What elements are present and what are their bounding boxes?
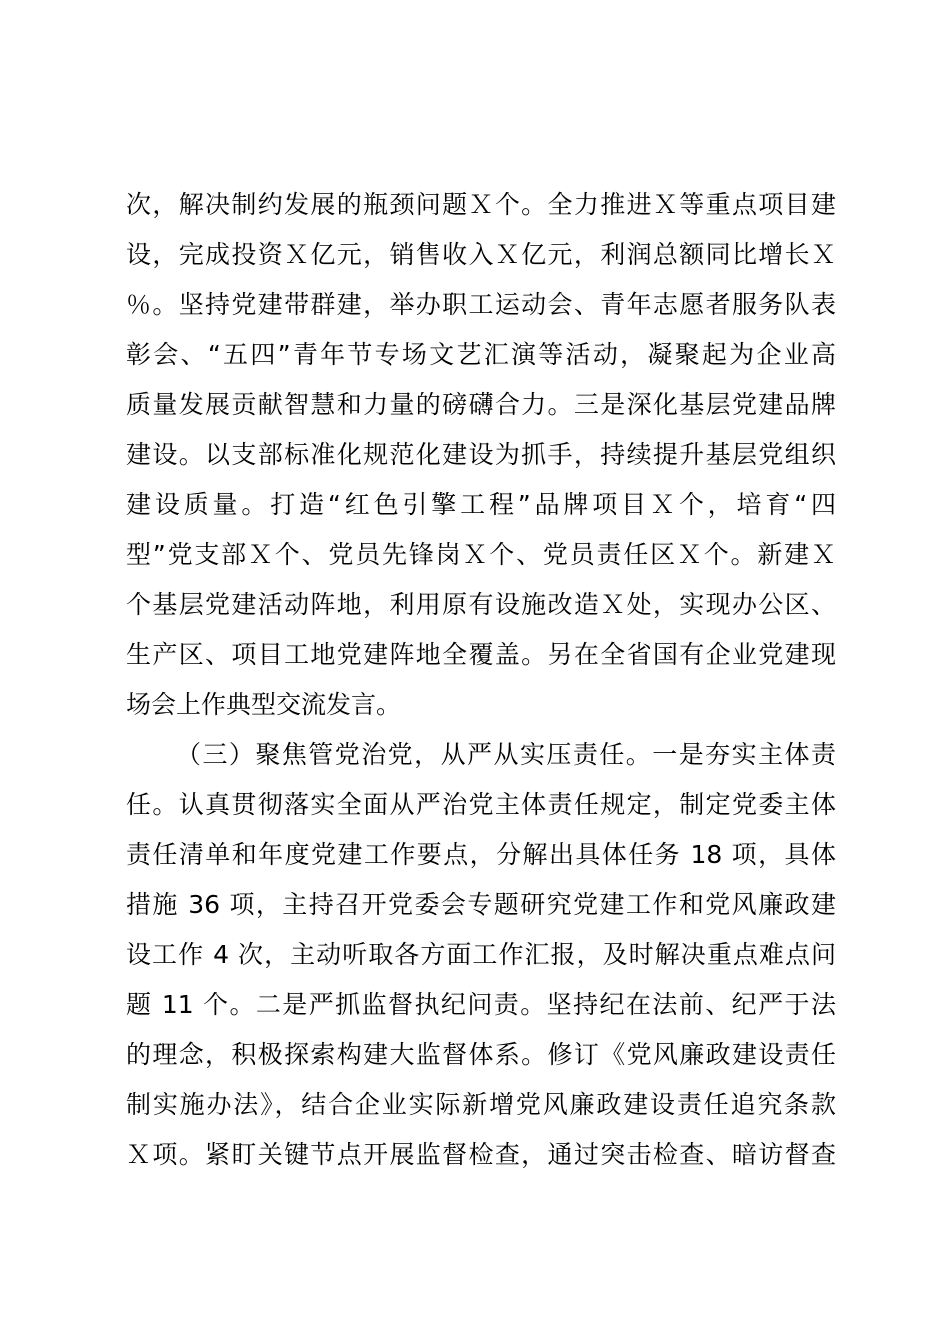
text-line-15: 措施 36 项，主持召开党委会专题研究党建工作和党风廉政建 — [126, 890, 836, 919]
text-line-6: 建设。以支部标准化规范化建设为抓手，持续提升基层党组织 — [126, 440, 836, 469]
text-line-4: 彰会、“五四”青年节专场文艺汇演等活动，凝聚起为企业高 — [126, 340, 836, 369]
text-line-19: 制实施办法》，结合企业实际新增党风廉政建设责任追究条款 — [126, 1090, 836, 1119]
text-line-7: 建设质量。打造“红色引擎工程”品牌项目Ｘ个，培育“四 — [126, 490, 836, 519]
text-line-16: 设工作 4 次，主动听取各方面工作汇报，及时解决重点难点问 — [126, 940, 836, 969]
text-line-5: 质量发展贡献智慧和力量的磅礴合力。三是深化基层党建品牌 — [126, 390, 836, 419]
text-line-18: 的理念，积极探索构建大监督体系。修订《党风廉政建设责任 — [126, 1040, 836, 1069]
text-line-8: 型”党支部Ｘ个、党员先锋岗Ｘ个、党员责任区Ｘ个。新建Ｘ — [126, 540, 836, 569]
text-line-9: 个基层党建活动阵地，利用原有设施改造Ｘ处，实现办公区、 — [126, 590, 836, 619]
text-line-13: 任。认真贯彻落实全面从严治党主体责任规定，制定党委主体 — [126, 790, 836, 819]
text-line-3: ％。坚持党建带群建，举办职工运动会、青年志愿者服务队表 — [126, 290, 836, 319]
section-heading-line: （三）聚焦管党治党，从严从实压责任。一是夯实主体责 — [176, 740, 836, 769]
text-line-2: 设，完成投资Ｘ亿元，销售收入Ｘ亿元，利润总额同比增长Ｘ — [126, 240, 836, 269]
text-line-11: 场会上作典型交流发言。 — [126, 690, 402, 719]
text-line-17: 题 11 个。二是严抓监督执纪问责。坚持纪在法前、纪严于法 — [126, 990, 836, 1019]
body-text — [126, 180, 836, 1180]
text-line-1: 次，解决制约发展的瓶颈问题Ｘ个。全力推进Ｘ等重点项目建 — [126, 190, 836, 219]
text-line-20: Ｘ项。紧盯关键节点开展监督检查，通过突击检查、暗访督查 — [126, 1140, 836, 1169]
text-line-10: 生产区、项目工地党建阵地全覆盖。另在全省国有企业党建现 — [126, 640, 836, 669]
text-line-14: 责任清单和年度党建工作要点，分解出具体任务 18 项，具体 — [126, 840, 836, 869]
